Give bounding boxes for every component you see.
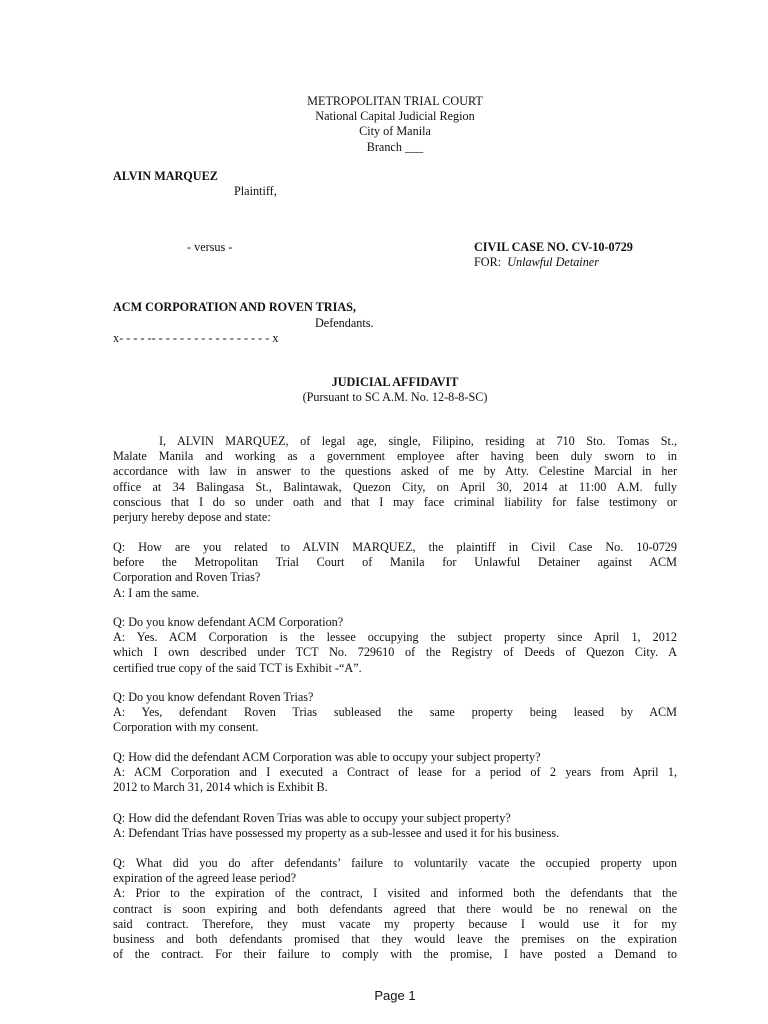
- answer-line: A: ACM Corporation and I executed a Contract of lease for a period of 2 years from April 1,: [113, 765, 677, 780]
- court-header: [0, 94, 768, 155]
- intro-paragraph: [113, 434, 677, 525]
- answer-line: business and both defendants promised that they would leave the premises on the expiration: [113, 931, 677, 946]
- intro-line: accordance with law in answer to the questions asked of me by Atty. Celestine Marcial in her: [113, 464, 677, 479]
- answer-line: which I own described under TCT No. 729610 of the Registry of Deeds of Quezon City. A: [113, 645, 677, 660]
- answer-line: Corporation with my consent.: [113, 720, 259, 735]
- answer-line: A: Yes. ACM Corporation is the lessee occupying the subject property since April 1, 2012: [113, 630, 677, 645]
- plaintiff-label: Plaintiff,: [234, 184, 277, 198]
- intro-line: I, ALVIN MARQUEZ, of legal age, single, Filipino, residing at 710 Sto. Tomas St.,: [159, 434, 677, 448]
- intro-line: perjury hereby depose and state:: [113, 509, 271, 524]
- court-region: National Capital Judicial Region: [315, 109, 475, 124]
- answer-line: A: I am the same.: [113, 585, 200, 600]
- plaintiff-name: ALVIN MARQUEZ: [113, 169, 218, 183]
- intro-line: office at 34 Balingasa St., Balintawak, Quezon City, on April 30, 2014 at 11:00 A.M. fully: [113, 479, 677, 494]
- answer-line: said contract. Therefore, they must vacate my property because I would use it for my: [113, 916, 677, 931]
- qa-block-3: [113, 690, 677, 736]
- court-city: City of Manila: [359, 124, 431, 139]
- court-name: METROPOLITAN TRIAL COURT: [307, 94, 483, 108]
- page-number: Page 1: [374, 988, 416, 1003]
- answer-line: A: Yes, defendant Roven Trias subleased the same property being leased by ACM: [113, 705, 677, 720]
- defendants-name: ACM CORPORATION AND ROVEN TRIAS,: [113, 300, 356, 314]
- qa-block-2: [113, 615, 677, 676]
- qa-block-5: [113, 811, 677, 841]
- defendants-label: Defendants.: [315, 316, 374, 330]
- answer-line: A: Defendant Trias have possessed my property as a sub-lessee and used it for his business.: [113, 826, 560, 841]
- case-number: CIVIL CASE NO. CV-10-0729: [474, 240, 633, 254]
- question-line: Q: How did the defendant ACM Corporation was able to occupy your subject property?: [113, 750, 541, 764]
- question-line: Q: Do you know defendant ACM Corporation?: [113, 615, 344, 629]
- answer-line: A: Prior to the expiration of the contract, I visited and informed both the defendants that the: [113, 886, 677, 901]
- court-branch: Branch ___: [366, 139, 424, 154]
- case-for-value: Unlawful Detainer: [507, 255, 599, 269]
- answer-line: of the contract. For their failure to comply with the promise, I have posted a Demand to: [113, 947, 677, 962]
- question-line: Q: How did the defendant Roven Trias was able to occupy your subject property?: [113, 811, 511, 825]
- question-line: Q: Do you know defendant Roven Trias?: [113, 690, 314, 704]
- question-line: before the Metropolitan Trial Court of Manila for Unlawful Detainer against ACM: [113, 555, 677, 570]
- question-line: Corporation and Roven Trias?: [113, 570, 261, 585]
- intro-line: conscious that I do so under oath and that I may face criminal liability for false testimony or: [113, 494, 677, 509]
- case-for-label: FOR:: [474, 255, 502, 269]
- qa-block-6: [113, 856, 677, 962]
- question-line: Q: How are you related to ALVIN MARQUEZ, the plaintiff in Civil Case No. 10-0729: [113, 540, 677, 554]
- versus-label: - versus -: [187, 240, 233, 254]
- answer-line: certified true copy of the said TCT is Exhibit -“A”.: [113, 660, 362, 675]
- document-title: JUDICIAL AFFIDAVIT: [331, 375, 459, 389]
- case-for: [474, 255, 599, 270]
- document-subtitle: (Pursuant to SC A.M. No. 12-8-8-SC): [302, 390, 488, 404]
- qa-block-4: [113, 750, 677, 796]
- answer-line: 2012 to March 31, 2014 which is Exhibit B.: [113, 780, 328, 795]
- answer-line: contract is soon expiring and both defendants agreed that there would be no renewal on the: [113, 901, 677, 916]
- intro-line: Malate Manila and working as a government employee after having been duly sworn to in: [113, 449, 677, 464]
- qa-block-1: [113, 540, 677, 601]
- caption-separator: x- - - - -- - - - - - - - - - - - - - - - - x: [113, 331, 279, 345]
- question-line: expiration of the agreed lease period?: [113, 871, 297, 886]
- question-line: Q: What did you do after defendants’ failure to voluntarily vacate the occupied property upon: [113, 856, 677, 870]
